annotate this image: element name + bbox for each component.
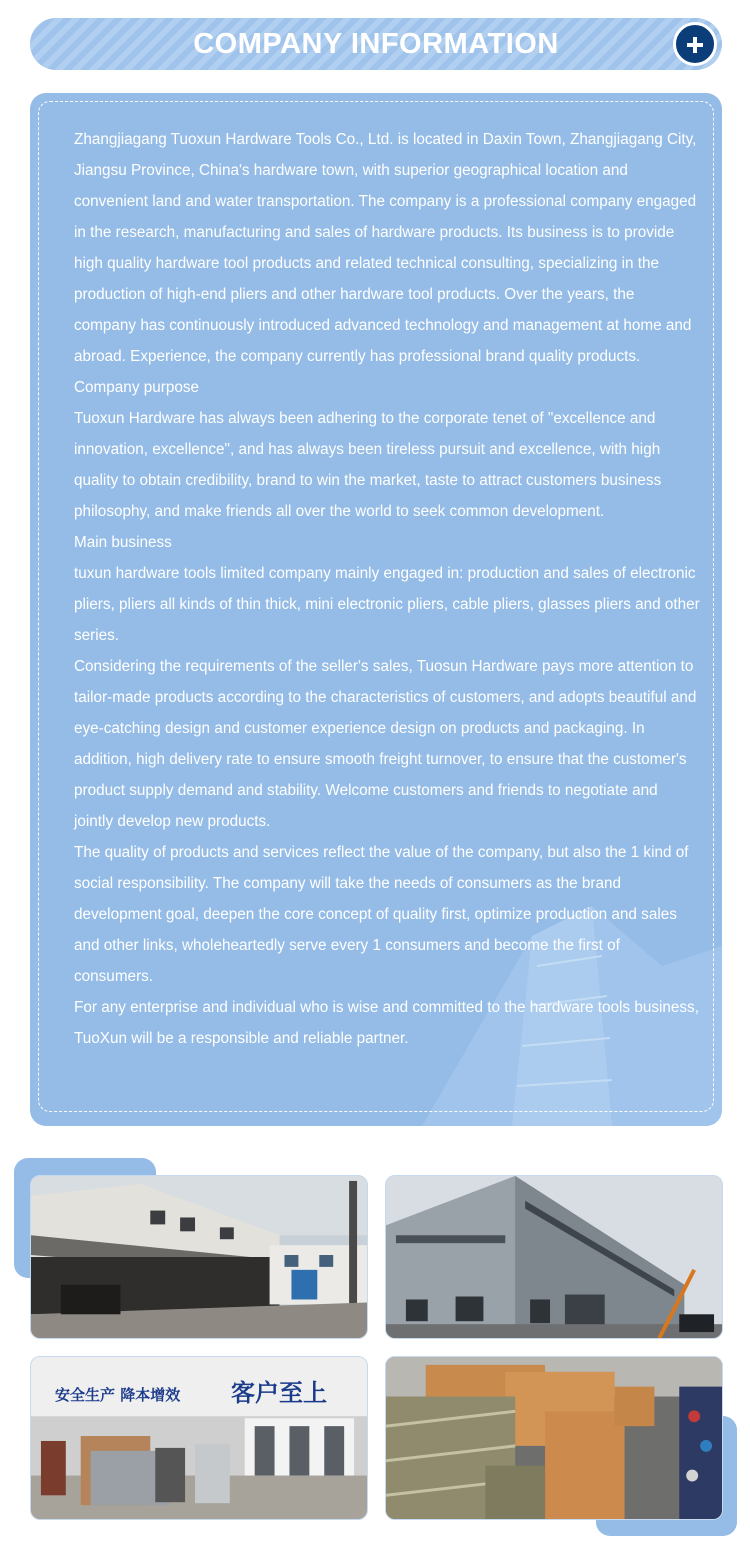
plus-icon[interactable] [673,22,717,66]
workshop-sign-customer: 客户至上 [231,1379,327,1407]
custom-products-paragraph: Considering the requirements of the seller's sales, Tuosun Hardware pays more attention to tailor-made products according to the characteristics of customers, and adopts beautiful and eye-catching design and customer experience design on products and packaging. In addition, high delivery rate to ensure smooth freight turnover, to ensure that the customer's product supply demand and stability. Welcome customers and friends to negotiate and jointly develop new products. [74,658,697,830]
intro-paragraph: Zhangjiagang Tuoxun Hardware Tools Co., Ltd. is located in Daxin Town, Zhangjiagang City, Jiangsu Province, China's hardware town, with superior geographical location and convenient land and water transportation. The company is a professional company engaged in the research, manufacturing and sales of hardware products. Its business is to provide high quality hardware tool products and related technical consulting, specializing in the production of high-end pliers and other hardware tool products. Over the years, the company has continuously introduced advanced technology and management at home and abroad. Experience, the company currently has professional brand quality products. [74,131,697,365]
quality-paragraph: The quality of products and services reflect the value of the company, but also the 1 kind of social responsibility. The company will take the needs of consumers as the brand development goal, deepen the core concept of quality first, optimize production and sales and other links, wholeheartedly serve every 1 consumers and become the first of consumers. [74,844,689,985]
photo-warehouse [385,1175,723,1339]
business-paragraph: tuxun hardware tools limited company mainly engaged in: production and sales of electronic pliers, pliers all kinds of thin thick, mini electronic pliers, cable pliers, glasses pliers and other series. [74,565,700,644]
company-info-panel [30,93,722,1126]
business-heading: Main business [74,534,172,551]
purpose-paragraph: Tuoxun Hardware has always been adhering to the corporate tenet of "excellence and innovation, excellence", and has always been tireless pursuit and excellence, with high quality to obtain credibility, brand to win the market, taste to attract customers business philosophy, and make friends all over the world to seek common development. [74,410,662,520]
company-description [74,124,700,1054]
purpose-heading: Company purpose [74,379,199,396]
photo-packed-goods [385,1356,723,1520]
section-title: COMPANY INFORMATION [193,28,559,60]
section-header [30,18,722,70]
photo-workshop [30,1356,368,1520]
workshop-sign-safety: 安全生产 降本增效 [55,1386,181,1404]
photo-factory-yard [30,1175,368,1339]
partner-paragraph: For any enterprise and individual who is wise and committed to the hardware tools business, TuoXun will be a responsible and reliable partner. [74,999,699,1047]
